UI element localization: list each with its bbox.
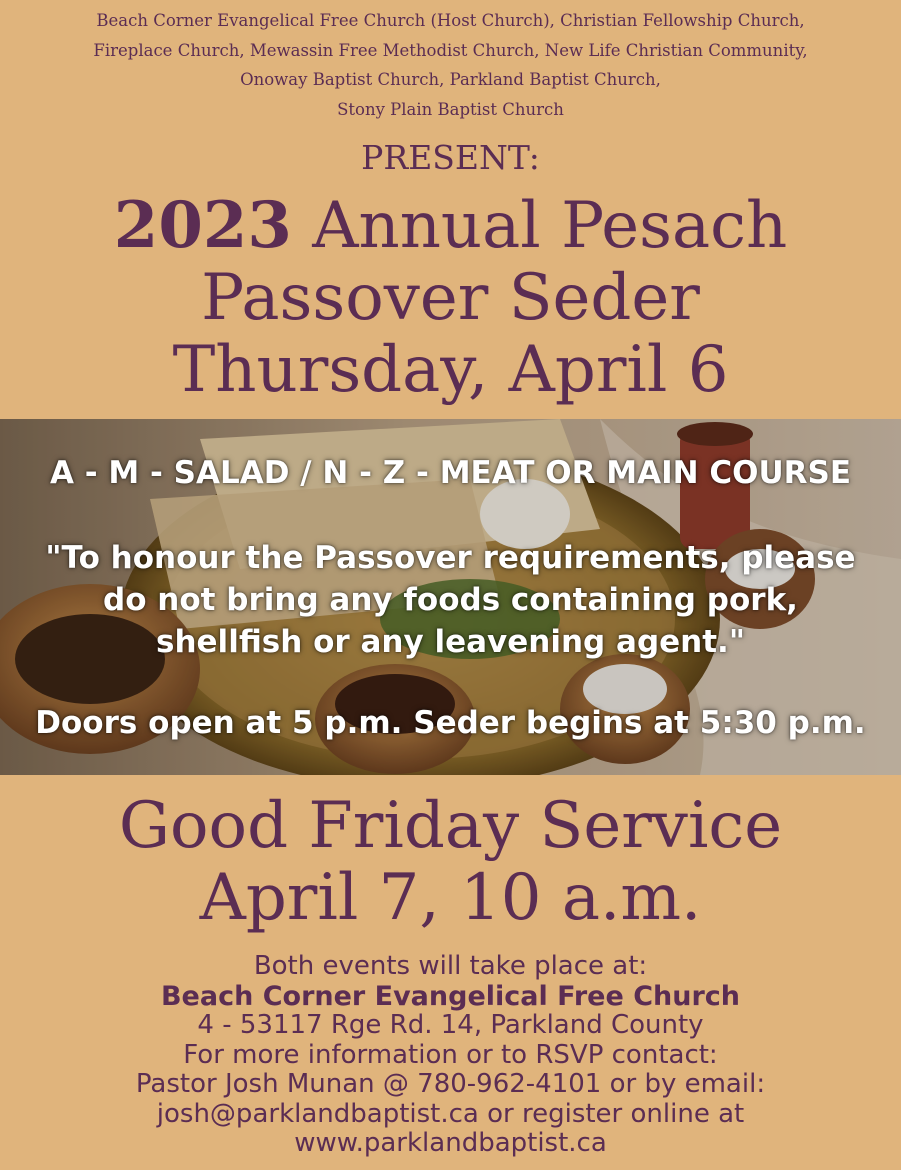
churches-line: Onoway Baptist Church, Parkland Baptist Church, xyxy=(240,70,661,89)
good-friday-line-2: April 7, 10 a.m. xyxy=(199,861,702,935)
churches-line: Fireplace Church, Mewassin Free Methodist Church, New Life Christian Community, xyxy=(93,40,808,60)
quote-line: shellfish or any leavening agent." xyxy=(156,624,745,660)
passover-requirements-quote xyxy=(0,537,901,663)
seder-photo-band xyxy=(0,419,901,775)
quote-line: do not bring any foods containing pork, xyxy=(103,582,798,618)
location-intro: Both events will take place at: xyxy=(253,951,648,981)
doors-time: Doors open at 5 p.m. Seder begins at 5:30 p.m. xyxy=(35,705,866,741)
churches-line: Stony Plain Baptist Church xyxy=(337,99,564,119)
event-details xyxy=(0,952,901,1159)
host-churches-list xyxy=(0,6,901,124)
contact-phone: Pastor Josh Munan @ 780-962-4101 or by email: xyxy=(135,1069,766,1099)
contact-email: josh@parklandbaptist.ca or register online at xyxy=(156,1098,745,1129)
rsvp-info: For more information or to RSVP contact: xyxy=(183,1039,718,1070)
website-link[interactable]: www.parklandbaptist.ca xyxy=(294,1128,607,1158)
present-label: PRESENT: xyxy=(361,138,540,177)
good-friday-line-1: Good Friday Service xyxy=(118,789,783,863)
churches-line: Beach Corner Evangelical Free Church (Host Church), Christian Fellowship Church, xyxy=(96,11,805,30)
good-friday-heading xyxy=(0,790,901,934)
food-assignment: A - M - SALAD / N - Z - MEAT OR MAIN COURSE xyxy=(49,455,852,491)
title-line-1-rest: Annual Pesach xyxy=(291,189,788,263)
venue-address: 4 - 53117 Rge Rd. 14, Parkland County xyxy=(197,1010,704,1040)
title-line-1 xyxy=(0,190,901,262)
band-text-overlay xyxy=(0,419,901,775)
title-line-3: Thursday, April 6 xyxy=(172,333,729,407)
title-line-2: Passover Seder xyxy=(201,261,700,335)
title-year: 2023 xyxy=(113,188,292,263)
event-title xyxy=(0,190,901,406)
quote-line: "To honour the Passover requirements, please xyxy=(45,540,856,576)
venue-name: Beach Corner Evangelical Free Church xyxy=(160,980,741,1012)
